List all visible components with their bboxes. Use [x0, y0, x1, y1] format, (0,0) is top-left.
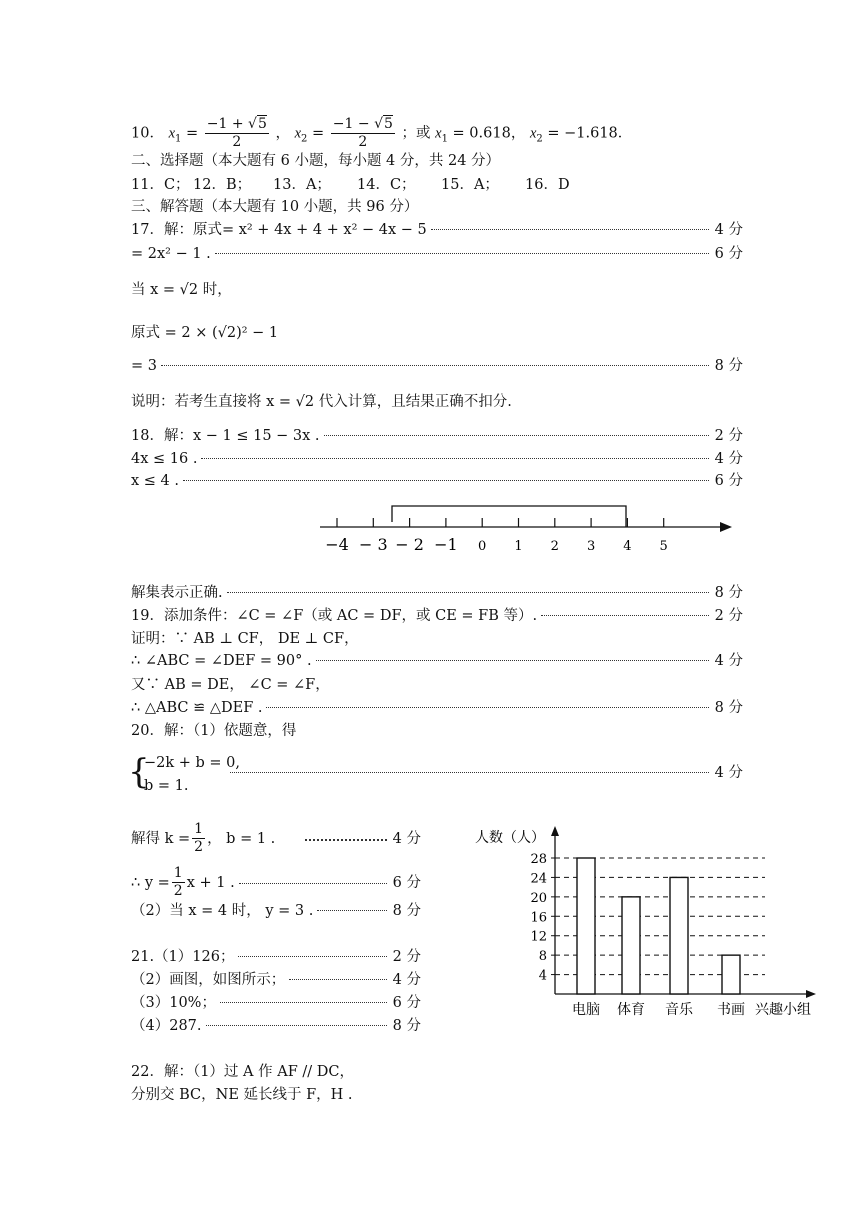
q10-number: 10． [131, 125, 164, 142]
category-label: 电脑 [572, 1002, 600, 1018]
q18-line-1: 18．解： x − 1 ≤ 15 − 3x . 2 分 [131, 428, 743, 444]
q20-y-fraction: $\frac{1}{2}$ [173, 865, 183, 899]
q20-line-3: 解得 k = $\frac{1}{2}$ ， b = 1 . 4 分 [131, 821, 421, 855]
dot-leader [238, 956, 386, 957]
q10-line: 10． $x_1$ = $\frac{-1 + √5}{2}$ ， $x_2$ = $\frac{-1 - √5}{2}$ ；或 $x_1 = 0.618$， $x_2 = -1.618$． [131, 116, 633, 150]
number-line-label: 4 [623, 539, 632, 554]
y-tick-label: 4 [538, 968, 547, 984]
y-tick-label: 16 [530, 910, 547, 926]
dot-leader [317, 910, 386, 911]
score: 8 分 [714, 358, 743, 374]
y-axis-label: 人数（人） [475, 830, 545, 846]
y-axis-arrow [551, 826, 559, 836]
score: 8 分 [392, 903, 421, 919]
score: 2 分 [392, 949, 421, 965]
dot-leader [220, 1002, 387, 1003]
mc-answer: 12．B； [193, 177, 252, 193]
score: 4 分 [714, 451, 743, 467]
number-line-label: 2 [550, 539, 559, 554]
mc-answer: 14．C； [357, 177, 416, 193]
q19-line-4: 又∵ AB = DE， ∠C = ∠F， [131, 677, 330, 693]
score: 8 分 [392, 1018, 421, 1034]
q17-note: 说明：若考生直接将 x = √2 代入计算，且结果正确不扣分. [131, 394, 512, 410]
section-2-heading: 二、选择题（本大题有 6 小题，每小题 4 分，共 24 分） [131, 153, 501, 169]
q20-line-4: ∴ y = $\frac{1}{2}$ x + 1 . 6 分 [131, 865, 421, 899]
bar [722, 955, 740, 994]
score: 4 分 [714, 222, 743, 238]
dot-leader [239, 883, 387, 884]
q18-line-3: x ≤ 4 . 6 分 [131, 473, 743, 489]
q18-line-2: 4x ≤ 16 . 4 分 [131, 451, 743, 467]
number-line-label: − 3 [358, 535, 388, 554]
mc-answer: 15．A； [441, 177, 499, 193]
x-axis-arrow [806, 990, 816, 998]
section-3-heading: 三、解答题（本大题有 10 小题，共 96 分） [131, 199, 419, 215]
dot-leader [201, 458, 708, 459]
number-line-label: 3 [586, 539, 596, 554]
dot-leader [289, 979, 386, 980]
q22-line-1: 22．解：（1）过 A 作 AF // DC， [131, 1064, 354, 1080]
category-label: 体育 [617, 1002, 645, 1018]
q22-line-2: 分别交 BC，NE 延长线于 F，H . [131, 1087, 353, 1103]
x-axis-label: 兴趣小组 [755, 1002, 811, 1018]
number-line-label: 1 [514, 539, 523, 554]
q20-system-eq-2: b = 1. [144, 778, 189, 794]
dot-leader [541, 615, 709, 616]
dot-leader [215, 253, 709, 254]
mc-answer: 11．C； [131, 177, 190, 193]
q17-line-5: = 3 8 分 [131, 358, 743, 374]
dot-leader [305, 839, 386, 841]
y-tick-label: 20 [530, 890, 547, 906]
dot-leader [227, 592, 709, 593]
q10-fraction-2: $\frac{-1 - √5}{2}$ [332, 116, 393, 150]
dot-leader [316, 660, 709, 661]
dot-leader [324, 435, 709, 436]
q19-line-2: 证明：∵ AB ⊥ CF， DE ⊥ CF， [131, 631, 359, 647]
dot-leader [230, 772, 709, 773]
score: 6 分 [714, 246, 743, 262]
category-label: 书画 [717, 1002, 745, 1018]
mc-answer: 13．A； [273, 177, 331, 193]
score: 6 分 [392, 995, 421, 1011]
dot-leader [266, 707, 708, 708]
bar [670, 877, 688, 994]
q20-k-fraction: $\frac{1}{2}$ [194, 821, 204, 855]
q21-line-1: 21.（1）126； 2 分 [131, 949, 421, 965]
number-line-arrow [720, 522, 732, 532]
q21-line-2: （2）画图，如图所示； 4 分 [131, 972, 421, 988]
dot-leader [431, 229, 709, 230]
score: 4 分 [714, 765, 743, 781]
category-label: 音乐 [665, 1002, 693, 1018]
q17-line-4: 原式 = 2 × (√2)² − 1 [131, 325, 279, 341]
score: 2 分 [714, 608, 743, 624]
mc-answers [131, 175, 570, 195]
score: 6 分 [714, 473, 743, 489]
y-tick-label: 12 [530, 929, 547, 945]
y-tick-label: 24 [530, 871, 547, 887]
number-line [0, 500, 865, 560]
score: 8 分 [714, 700, 743, 716]
score: 4 分 [714, 653, 743, 669]
q19-line-1: 19．添加条件：∠C = ∠F（或 AC = DF，或 CE = FB 等）. 2 分 [131, 608, 743, 624]
q18-line-4: 解集表示正确. 8 分 [131, 585, 743, 601]
number-line-label: 0 [478, 539, 487, 554]
q17-line-2: = 2x² − 1 . 6 分 [131, 246, 743, 262]
score: 4 分 [392, 830, 421, 847]
equation-system-brace: { [128, 752, 150, 792]
score: 2 分 [714, 428, 743, 444]
q10-fraction-1: $\frac{-1 + √5}{2}$ [206, 116, 267, 150]
score: 8 分 [714, 585, 743, 601]
score: 6 分 [392, 874, 421, 891]
dot-leader [161, 365, 709, 366]
number-line-label: 5 [659, 539, 668, 554]
bar [577, 858, 595, 994]
q17-line-1: 17．解：原式 = x² + 4x + 4 + x² − 4x − 5 4 分 [131, 222, 743, 238]
q20-line-1: 20．解：（1）依题意，得 [131, 723, 297, 739]
q17-line-3: 当 x = √2 时， [131, 282, 232, 298]
y-tick-label: 28 [530, 852, 547, 867]
q21-line-4: （4）287. 8 分 [131, 1018, 421, 1034]
y-tick-label: 8 [538, 949, 547, 965]
number-line-label: −1 [434, 535, 458, 554]
number-line-label: −4 [325, 535, 349, 554]
q21-line-3: （3）10%； 6 分 [131, 995, 421, 1011]
q19-line-5: ∴ △ABC ≌ △DEF . 8 分 [131, 700, 743, 716]
q20-system-eq-1: −2k + b = 0, [144, 755, 241, 771]
dot-leader [206, 1025, 387, 1026]
dot-leader [183, 480, 709, 481]
bar-chart [465, 820, 835, 1020]
number-line-label: − 2 [395, 535, 424, 554]
q20-system-score [226, 763, 743, 783]
bar [622, 897, 640, 994]
score: 4 分 [392, 972, 421, 988]
mc-answer: 16．D [525, 177, 570, 193]
q20-line-5: （2）当 x = 4 时， y = 3 . 8 分 [131, 903, 421, 919]
q19-line-3: ∴ ∠ABC = ∠DEF = 90° . 4 分 [131, 653, 743, 669]
